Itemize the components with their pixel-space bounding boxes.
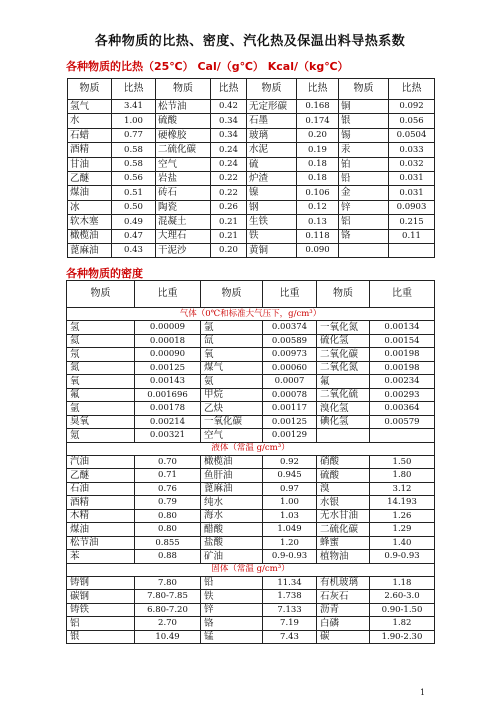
- substance-name: 硫酸: [317, 469, 370, 483]
- specific-heat-value: 0.21: [211, 215, 247, 229]
- specific-heat-value: 0.34: [211, 114, 247, 128]
- density-value: 0.00154: [370, 334, 435, 348]
- density-value: 1.26: [370, 509, 435, 523]
- substance-name: 铅: [339, 171, 389, 185]
- density-value: 7.133: [263, 603, 317, 617]
- density-value: 0.945: [263, 469, 317, 483]
- specific-heat-value: 0.215: [389, 215, 435, 229]
- substance-name: 蓖麻油: [201, 482, 263, 496]
- substance-name: 氮: [67, 361, 135, 375]
- density-value: 0.00973: [263, 348, 317, 362]
- density-value: 0.0007: [263, 375, 317, 389]
- substance-name: 盐酸: [201, 536, 263, 550]
- table-row: [67, 590, 435, 604]
- substance-name: 软木塞: [68, 215, 112, 229]
- density-value: 2.70: [135, 617, 201, 631]
- table-row: [67, 550, 435, 564]
- substance-name: 溴化氢: [317, 402, 370, 416]
- specific-heat-value: 0.0903: [389, 200, 435, 214]
- specific-heat-value: 0.49: [112, 215, 156, 229]
- substance-name: 沥青: [317, 603, 370, 617]
- specific-heat-value: 0.033: [389, 143, 435, 157]
- specific-heat-value: 0.032: [389, 157, 435, 171]
- substance-name: 水: [68, 114, 112, 128]
- column-header: 物质: [339, 79, 389, 100]
- column-header: 比重: [135, 281, 201, 308]
- density-value: 0.855: [135, 536, 201, 550]
- substance-name: 锰: [201, 630, 263, 644]
- density-value: 0.00078: [263, 388, 317, 402]
- density-value: 0.92: [263, 455, 317, 469]
- substance-name: 砖石: [156, 186, 211, 200]
- specific-heat-value: 0.20: [211, 243, 247, 257]
- substance-name: 碳钢: [67, 590, 135, 604]
- substance-name: 硫酸: [156, 114, 211, 128]
- column-header: 物质: [68, 79, 112, 100]
- liquid-section-label: 液体（常温 g/cm³）: [67, 442, 435, 455]
- substance-name: 氩: [67, 402, 135, 416]
- substance-name: 白磷: [317, 617, 370, 631]
- density-value: 0.00589: [263, 334, 317, 348]
- table-row: [67, 496, 435, 510]
- density-value: 1.20: [263, 536, 317, 550]
- table-row: [67, 361, 435, 375]
- density-value: 6.80-7.20: [135, 603, 201, 617]
- substance-name: 碘化氢: [317, 415, 370, 429]
- table-row: [68, 100, 435, 114]
- substance-name: 氢: [67, 321, 135, 335]
- substance-name: 甲烷: [201, 388, 263, 402]
- substance-name: 氦: [67, 334, 135, 348]
- substance-name: 硫化氢: [317, 334, 370, 348]
- solid-section-label: 固体（常温 g/cm³）: [67, 563, 435, 576]
- substance-name: 松节油: [67, 536, 135, 550]
- density-value: 1.29: [370, 523, 435, 537]
- substance-name: 陶瓷: [156, 200, 211, 214]
- specific-heat-value: 0.43: [112, 243, 156, 257]
- column-header: 比热: [297, 79, 339, 100]
- substance-name: 铝: [339, 215, 389, 229]
- density-value: 1.80: [370, 469, 435, 483]
- substance-name: 二氧化碳: [317, 348, 370, 362]
- density-value: 1.049: [263, 523, 317, 537]
- substance-name: 汞: [339, 143, 389, 157]
- substance-name: 硫: [247, 157, 297, 171]
- table-row: [68, 186, 435, 200]
- substance-name: 铸钢: [67, 576, 135, 590]
- density-value: 7.19: [263, 617, 317, 631]
- density-value: 0.71: [135, 469, 201, 483]
- density-value: 0.00134: [370, 321, 435, 335]
- density-value: 0.00018: [135, 334, 201, 348]
- density-value: 0.76: [135, 482, 201, 496]
- specific-heat-value: 0.174: [297, 114, 339, 128]
- substance-name: 二氧化氮: [317, 361, 370, 375]
- substance-name: 煤油: [68, 186, 112, 200]
- density-value: 11.34: [263, 576, 317, 590]
- specific-heat-value: 0.106: [297, 186, 339, 200]
- substance-name: 氧: [67, 375, 135, 389]
- substance-name: 氟: [67, 388, 135, 402]
- specific-heat-value: 0.58: [112, 157, 156, 171]
- substance-name: 甘油: [68, 157, 112, 171]
- table-row: [67, 617, 435, 631]
- substance-name: 氖: [67, 348, 135, 362]
- column-header: 物质: [67, 281, 135, 308]
- density-value: 0.00060: [263, 361, 317, 375]
- substance-name: 大理石: [156, 229, 211, 243]
- substance-name: 蓖麻油: [68, 243, 112, 257]
- substance-name: 锌: [201, 603, 263, 617]
- table-row: [67, 321, 435, 335]
- substance-name: 氙: [201, 334, 263, 348]
- substance-name: 无水甘油: [317, 509, 370, 523]
- density-value: 0.00374: [263, 321, 317, 335]
- column-header: 物质: [247, 79, 297, 100]
- substance-name: 金: [339, 186, 389, 200]
- substance-name: 醋酸: [201, 523, 263, 537]
- specific-heat-value: 0.24: [211, 157, 247, 171]
- substance-name: 铸铁: [67, 603, 135, 617]
- column-header: 比重: [370, 281, 435, 308]
- table-row: [67, 348, 435, 362]
- substance-name: 氢气: [68, 100, 112, 114]
- gas-section-label: 气体（0℃和标准大气压下，g/cm³）: [67, 308, 435, 321]
- substance-name: 混凝土: [156, 215, 211, 229]
- table-row: [67, 469, 435, 483]
- density-value: 0.80: [135, 509, 201, 523]
- substance-name: 鱼肝油: [201, 469, 263, 483]
- specific-heat-value: 0.056: [389, 114, 435, 128]
- table-row: [68, 200, 435, 214]
- density-value: 7.80: [135, 576, 201, 590]
- column-header: 比热: [211, 79, 247, 100]
- specific-heat-value: 0.51: [112, 186, 156, 200]
- column-header: 物质: [201, 281, 263, 308]
- specific-heat-value: 1.00: [112, 114, 156, 128]
- specific-heat-value: 0.77: [112, 128, 156, 142]
- substance-name: 一氧化氮: [317, 321, 370, 335]
- substance-name: 铁: [201, 590, 263, 604]
- density-value: 1.18: [370, 576, 435, 590]
- density-value: 0.00234: [370, 375, 435, 389]
- substance-name: 铜: [339, 100, 389, 114]
- substance-name: 炉渣: [247, 171, 297, 185]
- specific-heat-value: 0.168: [297, 100, 339, 114]
- solid-section-row: [67, 563, 435, 576]
- substance-name: 硝酸: [317, 455, 370, 469]
- substance-name: 二氧化硫: [317, 388, 370, 402]
- table-row: [67, 576, 435, 590]
- density-value: 7.43: [263, 630, 317, 644]
- substance-name: 乙炔: [201, 402, 263, 416]
- substance-name: 氨: [201, 375, 263, 389]
- table-row: [67, 334, 435, 348]
- density-value: 0.00090: [135, 348, 201, 362]
- substance-name: 纯水: [201, 496, 263, 510]
- density-value: 0.88: [135, 550, 201, 564]
- density-value: 0.00364: [370, 402, 435, 416]
- specific-heat-value: 0.031: [389, 171, 435, 185]
- substance-name: 铂: [339, 157, 389, 171]
- density-value: 0.9-0.93: [263, 550, 317, 564]
- density-value: [370, 429, 435, 443]
- substance-name: 锡: [339, 128, 389, 142]
- substance-name: 空气: [156, 157, 211, 171]
- specific-heat-table: [67, 78, 435, 258]
- specific-heat-value: 0.22: [211, 186, 247, 200]
- density-value: 0.001696: [135, 388, 201, 402]
- table-row: [68, 243, 435, 257]
- density-value: 0.00129: [263, 429, 317, 443]
- specific-heat-value: 0.13: [297, 215, 339, 229]
- specific-heat-value: 0.42: [211, 100, 247, 114]
- specific-heat-value: 0.118: [297, 229, 339, 243]
- specific-heat-value: [389, 243, 435, 257]
- substance-name: 木精: [67, 509, 135, 523]
- substance-name: 铅: [201, 576, 263, 590]
- density-value: 10.49: [135, 630, 201, 644]
- table-row: [68, 157, 435, 171]
- substance-name: 干泥沙: [156, 243, 211, 257]
- density-value: 0.00117: [263, 402, 317, 416]
- substance-name: 蜂蜜: [317, 536, 370, 550]
- substance-name: 松节油: [156, 100, 211, 114]
- substance-name: 植物油: [317, 550, 370, 564]
- column-header: 比热: [112, 79, 156, 100]
- density-value: 0.00579: [370, 415, 435, 429]
- specific-heat-value: 0.11: [389, 229, 435, 243]
- table-row: [67, 482, 435, 496]
- density-value: 1.00: [263, 496, 317, 510]
- density-value: 0.00198: [370, 348, 435, 362]
- substance-name: 岩盐: [156, 171, 211, 185]
- specific-heat-value: 0.21: [211, 229, 247, 243]
- density-value: 0.00293: [370, 388, 435, 402]
- substance-name: 矿油: [201, 550, 263, 564]
- density-value: 0.00143: [135, 375, 201, 389]
- density-value: 1.40: [370, 536, 435, 550]
- substance-name: 二硫化碳: [156, 143, 211, 157]
- page-number: 1: [420, 688, 426, 697]
- table-row: [68, 229, 435, 243]
- table-row: [68, 215, 435, 229]
- substance-name: 银: [67, 630, 135, 644]
- density-value: 0.97: [263, 482, 317, 496]
- density-value: 0.9-0.93: [370, 550, 435, 564]
- density-value: 1.50: [370, 455, 435, 469]
- specific-heat-value: 0.24: [211, 143, 247, 157]
- substance-name: 银: [339, 114, 389, 128]
- column-header: 物质: [317, 281, 370, 308]
- density-value: 0.00125: [263, 415, 317, 429]
- substance-name: 煤油: [67, 523, 135, 537]
- table-row: [67, 388, 435, 402]
- substance-name: 锌: [339, 200, 389, 214]
- table-row: [68, 128, 435, 142]
- density-value: 1.82: [370, 617, 435, 631]
- substance-name: 生铁: [247, 215, 297, 229]
- density-value: 1.90-2.30: [370, 630, 435, 644]
- substance-name: 玻璃: [247, 128, 297, 142]
- substance-name: 汽油: [67, 455, 135, 469]
- density-value: 3.12: [370, 482, 435, 496]
- specific-heat-value: 0.56: [112, 171, 156, 185]
- table-row: [68, 143, 435, 157]
- substance-name: 乙醚: [68, 171, 112, 185]
- substance-name: 酒精: [67, 496, 135, 510]
- specific-heat-value: 3.41: [112, 100, 156, 114]
- density-value: 0.00214: [135, 415, 201, 429]
- column-header: 物质: [156, 79, 211, 100]
- specific-heat-value: 0.092: [389, 100, 435, 114]
- substance-name: 臭氧: [67, 415, 135, 429]
- substance-name: 苯: [67, 550, 135, 564]
- table-row: [67, 603, 435, 617]
- density-value: 0.00009: [135, 321, 201, 335]
- substance-name: 煤气: [201, 361, 263, 375]
- table-row: [67, 429, 435, 443]
- density-value: 2.60-3.0: [370, 590, 435, 604]
- substance-name: 空气: [201, 429, 263, 443]
- page-title: 各种物质的比热、密度、汽化热及保温出料导热系数: [94, 34, 406, 49]
- column-header: 比重: [263, 281, 317, 308]
- specific-heat-value: 0.20: [297, 128, 339, 142]
- substance-name: 碳: [317, 630, 370, 644]
- density-value: 0.90-1.50: [370, 603, 435, 617]
- substance-name: 氩: [201, 321, 263, 335]
- specific-heat-value: 0.12: [297, 200, 339, 214]
- substance-name: [317, 429, 370, 443]
- substance-name: 石蜡: [68, 128, 112, 142]
- substance-name: 铝: [67, 617, 135, 631]
- specific-heat-value: 0.031: [389, 186, 435, 200]
- substance-name: 铬: [339, 229, 389, 243]
- density-heading: 各种物质的密度: [66, 267, 143, 280]
- specific-heat-heading: 各种物质的比热（25℃） Cal/（g℃） Kcal/（kg℃）: [66, 60, 349, 73]
- specific-heat-value: 0.58: [112, 143, 156, 157]
- table-row: [67, 509, 435, 523]
- substance-name: 乙醚: [67, 469, 135, 483]
- table-header-row: [67, 281, 435, 308]
- table-row: [68, 114, 435, 128]
- substance-name: 二硫化碳: [317, 523, 370, 537]
- table-header-row: [68, 79, 435, 100]
- density-value: 14.193: [370, 496, 435, 510]
- density-value: 1.738: [263, 590, 317, 604]
- table-row: [67, 455, 435, 469]
- substance-name: 溴: [317, 482, 370, 496]
- specific-heat-value: 0.19: [297, 143, 339, 157]
- specific-heat-value: 0.0504: [389, 128, 435, 142]
- specific-heat-value: 0.26: [211, 200, 247, 214]
- substance-name: 石灰石: [317, 590, 370, 604]
- specific-heat-value: 0.22: [211, 171, 247, 185]
- table-row: [67, 630, 435, 644]
- substance-name: 一氧化碳: [201, 415, 263, 429]
- table-row: [67, 415, 435, 429]
- substance-name: 海水: [201, 509, 263, 523]
- density-value: 1.03: [263, 509, 317, 523]
- table-row: [67, 536, 435, 550]
- density-value: 7.80-7.85: [135, 590, 201, 604]
- density-value: 0.00125: [135, 361, 201, 375]
- gas-section-row: [67, 308, 435, 321]
- table-row: [67, 523, 435, 537]
- specific-heat-value: 0.090: [297, 243, 339, 257]
- substance-name: 硬橡胶: [156, 128, 211, 142]
- density-value: 0.00321: [135, 429, 201, 443]
- column-header: 比热: [389, 79, 435, 100]
- substance-name: 橄榄油: [201, 455, 263, 469]
- substance-name: 氧: [201, 348, 263, 362]
- specific-heat-value: 0.34: [211, 128, 247, 142]
- substance-name: 水银: [317, 496, 370, 510]
- substance-name: 石油: [67, 482, 135, 496]
- density-value: 0.70: [135, 455, 201, 469]
- density-table: [66, 280, 435, 644]
- substance-name: 无定形碳: [247, 100, 297, 114]
- substance-name: 氟: [317, 375, 370, 389]
- substance-name: 铁: [247, 229, 297, 243]
- density-value: 0.00178: [135, 402, 201, 416]
- substance-name: 有机玻璃: [317, 576, 370, 590]
- substance-name: 冰: [68, 200, 112, 214]
- specific-heat-value: 0.18: [297, 171, 339, 185]
- substance-name: 镍: [247, 186, 297, 200]
- table-row: [67, 375, 435, 389]
- table-row: [67, 402, 435, 416]
- substance-name: 橄榄油: [68, 229, 112, 243]
- density-value: 0.80: [135, 523, 201, 537]
- substance-name: [339, 243, 389, 257]
- table-row: [68, 171, 435, 185]
- substance-name: 氪: [67, 429, 135, 443]
- substance-name: 水泥: [247, 143, 297, 157]
- density-value: 0.79: [135, 496, 201, 510]
- density-value: 0.00198: [370, 361, 435, 375]
- specific-heat-value: 0.50: [112, 200, 156, 214]
- substance-name: 酒精: [68, 143, 112, 157]
- substance-name: 铬: [201, 617, 263, 631]
- substance-name: 钢: [247, 200, 297, 214]
- specific-heat-value: 0.18: [297, 157, 339, 171]
- liquid-section-row: [67, 442, 435, 455]
- specific-heat-value: 0.47: [112, 229, 156, 243]
- substance-name: 石墨: [247, 114, 297, 128]
- substance-name: 黄铜: [247, 243, 297, 257]
